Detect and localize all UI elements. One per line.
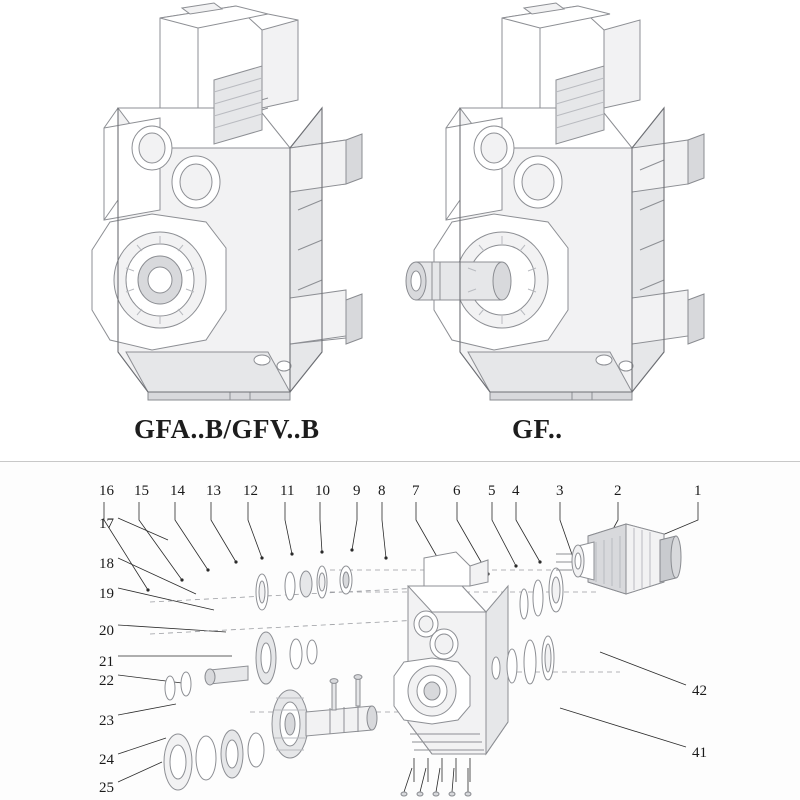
callout-top-16: 16 <box>99 483 114 499</box>
callout-top-1: 1 <box>694 483 702 499</box>
callout-right-42: 42 <box>692 683 707 699</box>
callout-left-25: 25 <box>99 780 114 796</box>
callout-top-8: 8 <box>378 483 386 499</box>
callout-top-11: 11 <box>280 483 295 499</box>
callout-top-5: 5 <box>488 483 496 499</box>
callout-top-3: 3 <box>556 483 564 499</box>
callout-top-13: 13 <box>206 483 221 499</box>
callout-top-15: 15 <box>134 483 149 499</box>
callout-left-23: 23 <box>99 713 114 729</box>
housing-part <box>394 552 508 782</box>
left-gear-unit-drawing <box>92 3 362 400</box>
callout-top-14: 14 <box>170 483 185 499</box>
callout-left-17: 17 <box>99 516 114 532</box>
callout-top-6: 6 <box>453 483 461 499</box>
callout-top-10: 10 <box>315 483 330 499</box>
callout-left-22: 22 <box>99 673 114 689</box>
callout-top-9: 9 <box>353 483 361 499</box>
callout-left-19: 19 <box>99 586 114 602</box>
callout-right-41: 41 <box>692 745 707 761</box>
leader-lines-right <box>560 652 686 747</box>
exploded-diagram-svg <box>0 462 800 800</box>
right-gear-unit-drawing <box>406 3 704 400</box>
fastener-row <box>401 768 471 796</box>
callout-top-7: 7 <box>412 483 420 499</box>
callout-top-4: 4 <box>512 483 520 499</box>
callout-left-24: 24 <box>99 752 114 768</box>
left-figure-caption: GFA..B/GFV..B <box>134 414 320 444</box>
right-figure-caption: GF.. <box>512 414 563 444</box>
callout-left-20: 20 <box>99 623 114 639</box>
motor-adapter-part <box>572 524 681 594</box>
callout-top-2: 2 <box>614 483 622 499</box>
callout-left-21: 21 <box>99 654 114 670</box>
callout-top-12: 12 <box>243 483 258 499</box>
exploded-parts-diagram <box>0 462 800 800</box>
callout-left-18: 18 <box>99 556 114 572</box>
